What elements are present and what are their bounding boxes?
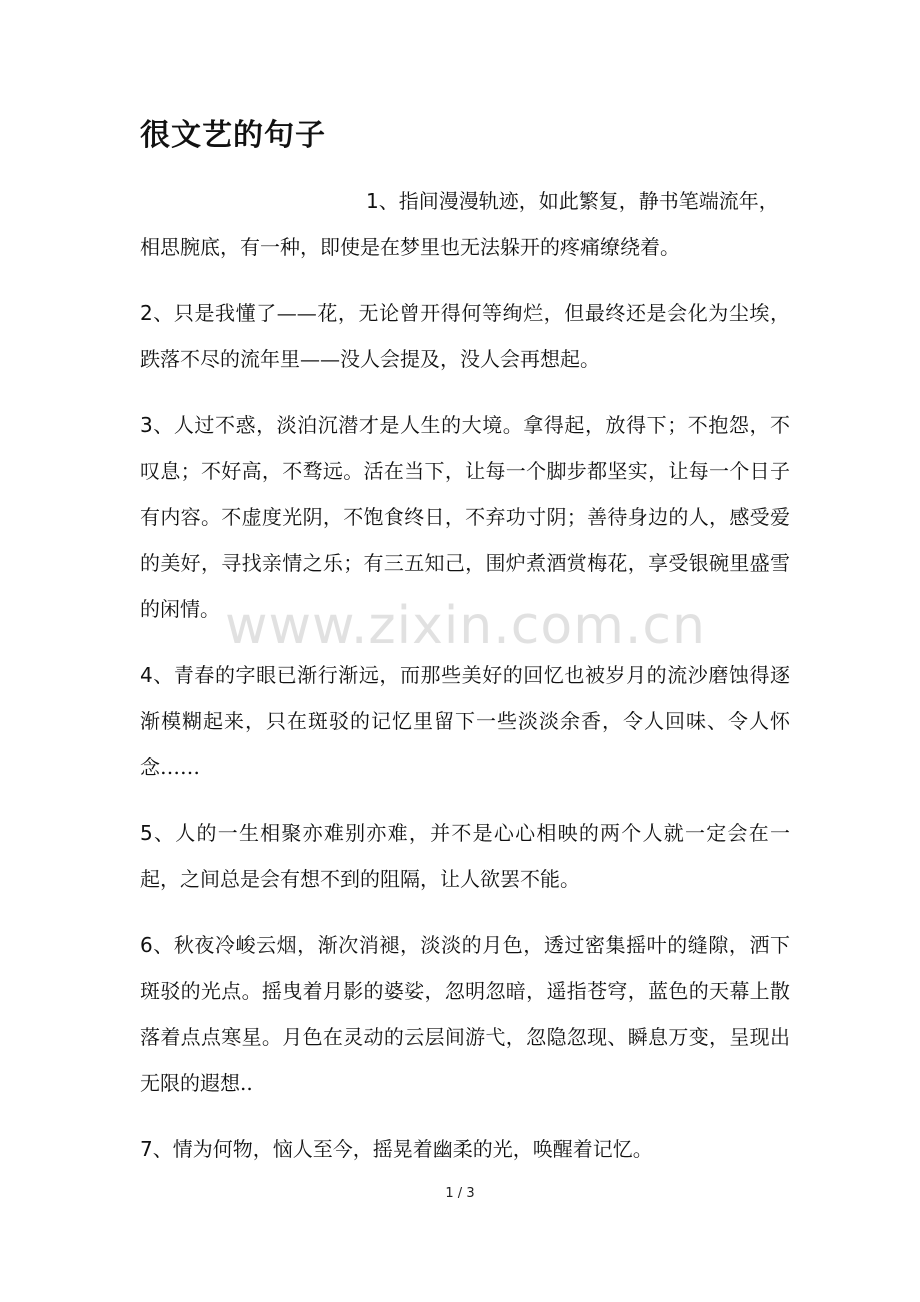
paragraph-text-lead: 指间漫漫轨迹，如此繁复，静书笔端流年， bbox=[398, 189, 779, 213]
paragraph-text: 相思腕底，有一种，即使是在梦里也无法躲开的疼痛缭绕着。 bbox=[140, 235, 680, 259]
paragraph-3 bbox=[140, 402, 790, 632]
paragraph-number: 2、 bbox=[140, 301, 174, 325]
page-title: 很文艺的句子 bbox=[140, 118, 326, 153]
paragraph-number: 4、 bbox=[140, 663, 174, 687]
paragraph-5 bbox=[140, 810, 790, 902]
paragraph-4 bbox=[140, 652, 790, 790]
watermark: www.zixin.com.cn bbox=[225, 596, 706, 656]
paragraph-number: 1、 bbox=[366, 189, 399, 213]
paragraph-text: 人的一生相聚亦难别亦难，并不是心心相映的两个人就一定会在一起，之间总是会有想不到的阻隔，让人欲罢不能。 bbox=[140, 821, 790, 891]
paragraph-6 bbox=[140, 922, 790, 1106]
paragraph-2 bbox=[140, 290, 790, 382]
paragraph-7 bbox=[140, 1126, 790, 1172]
paragraph-text: 青春的字眼已渐行渐远，而那些美好的回忆也被岁月的流沙磨蚀得逐渐模糊起来，只在斑驳的记忆里留下一些淡淡余香，令人回味、令人怀念…… bbox=[140, 663, 790, 779]
paragraph-text: 只是我懂了——花，无论曾开得何等绚烂，但最终还是会化为尘埃，跌落不尽的流年里——没人会提及，没人会再想起。 bbox=[140, 301, 791, 371]
paragraph-number: 6、 bbox=[140, 933, 174, 957]
page-indicator: 1 / 3 bbox=[445, 1186, 475, 1201]
paragraph-number: 7、 bbox=[140, 1137, 173, 1161]
paragraph-1-first-line bbox=[140, 178, 790, 224]
paragraph-1 bbox=[140, 178, 790, 270]
paragraph-text: 秋夜冷峻云烟，渐次消褪，淡淡的月色，透过密集摇叶的缝隙，洒下斑驳的光点。摇曳着月影的婆娑，忽明忽暗，遥指苍穹，蓝色的天幕上散落着点点寒星。月色在灵动的云层间游弋，忽隐忽现、瞬息万变，呈现出无限的遐想.. bbox=[140, 933, 790, 1095]
paragraph-text: 人过不惑，淡泊沉潜才是人生的大境。拿得起，放得下；不抱怨，不叹息；不好高，不骛远。活在当下，让每一个脚步都坚实，让每一个日子有内容。不虚度光阴，不饱食终日，不弃功寸阴；善待身边的人，感受爱的美好，寻找亲情之乐；有三五知己，围炉煮酒赏梅花，享受银碗里盛雪的闲情。 bbox=[140, 413, 790, 621]
paragraph-number: 3、 bbox=[140, 413, 174, 437]
paragraph-number: 5、 bbox=[140, 821, 176, 845]
paragraph-text: 情为何物，恼人至今，摇晃着幽柔的光，唤醒着记忆。 bbox=[172, 1137, 653, 1161]
